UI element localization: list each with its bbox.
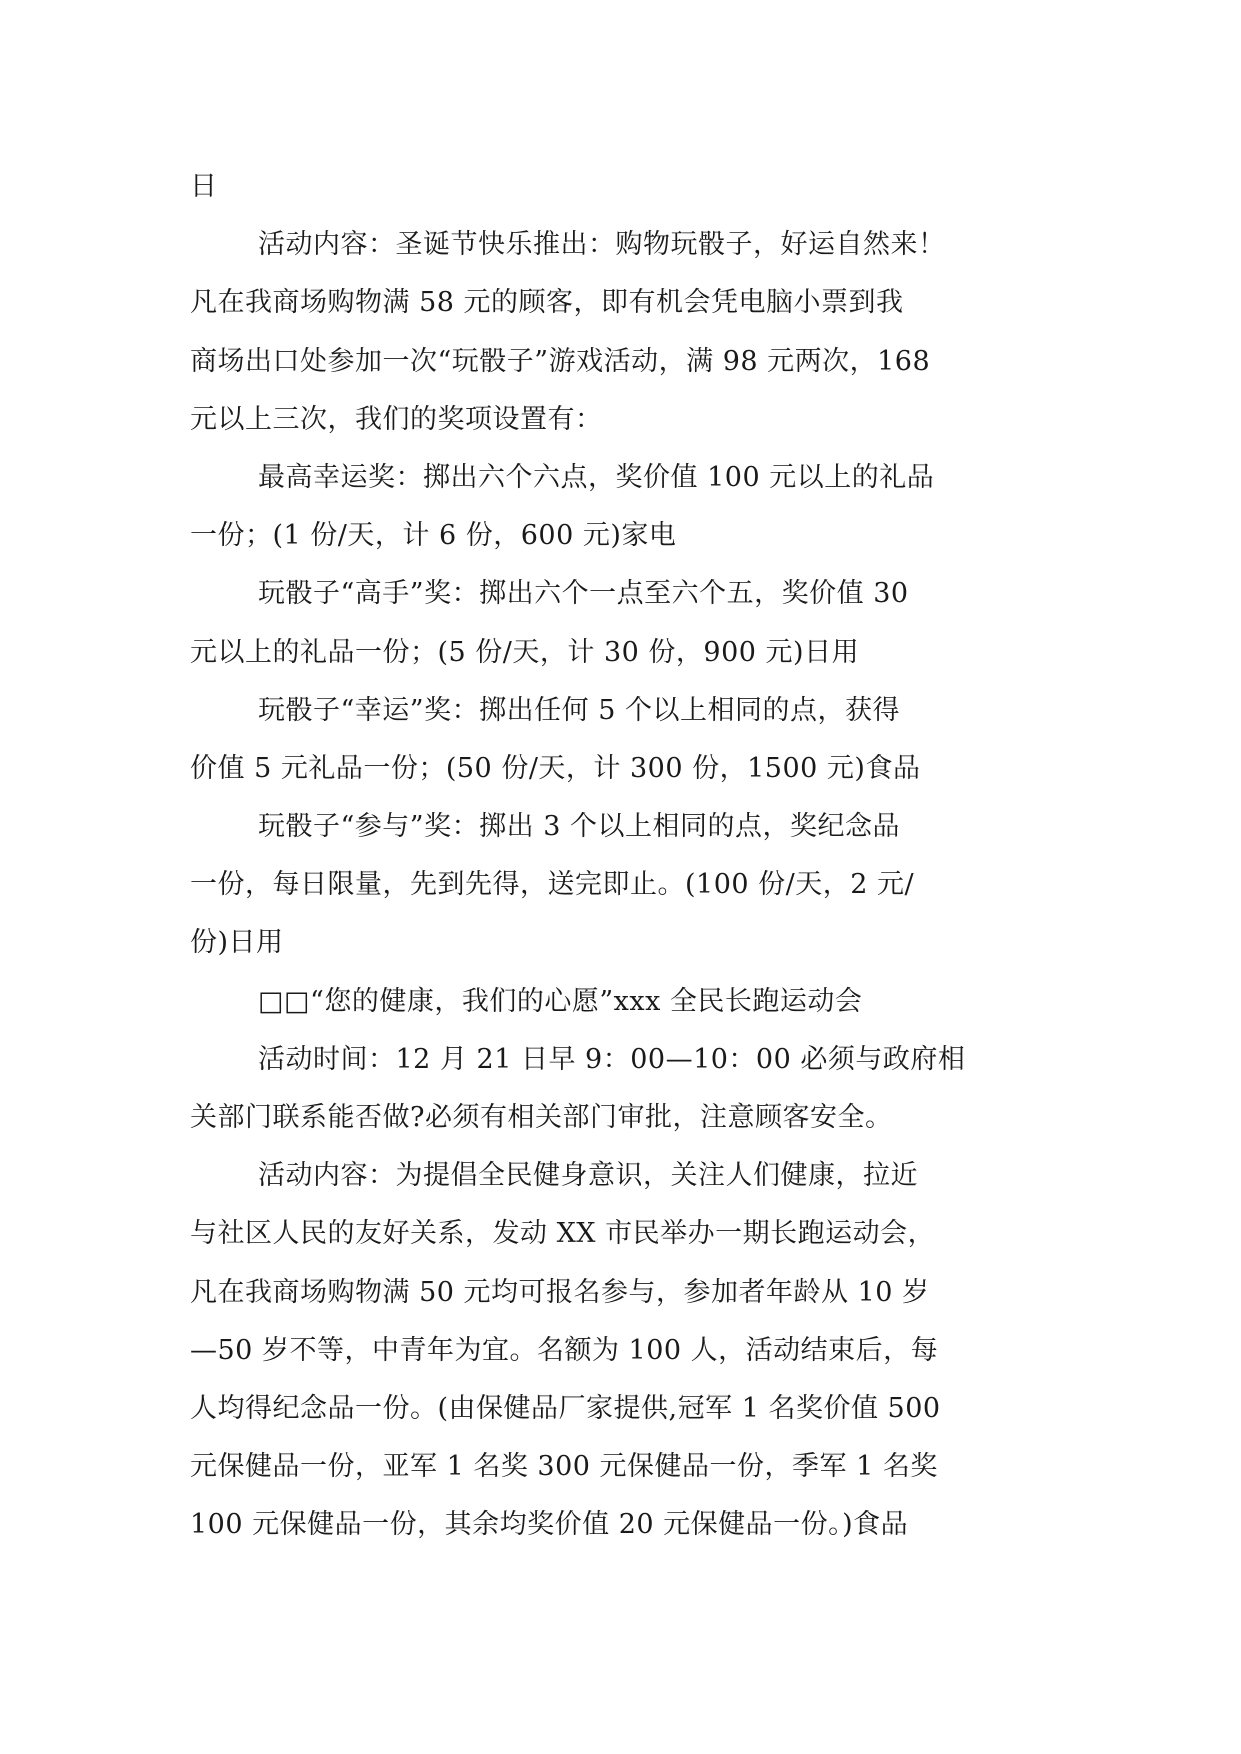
text-line: 日 bbox=[190, 171, 218, 202]
text-line: 凡在我商场购物满 50 元均可报名参与，参加者年龄从 10 岁 bbox=[190, 1276, 930, 1308]
text-line: 活动内容：圣诞节快乐推出：购物玩骰子，好运自然来！ bbox=[258, 229, 946, 261]
text-line: 元保健品一份，亚军 1 名奖 300 元保健品一份，季军 1 名奖 bbox=[190, 1451, 938, 1483]
text-line: 价值 5 元礼品一份；(50 份/天，计 300 份，1500 元)食品 bbox=[190, 752, 921, 784]
text-line: 活动时间：12 月 21 日早 9：00—10：00 必须与政府相 bbox=[258, 1043, 966, 1075]
text-line: —50 岁不等，中青年为宜。名额为 100 人，活动结束后，每 bbox=[190, 1334, 939, 1366]
text-line: 玩骰子“高手”奖：掷出六个一点至六个五，奖价值 30 bbox=[258, 578, 909, 610]
text-line: 关部门联系能否做?必须有相关部门审批，注意顾客安全。 bbox=[190, 1102, 893, 1133]
text-line: 玩骰子“幸运”奖：掷出任何 5 个以上相同的点，获得 bbox=[258, 694, 900, 726]
text-line: 100 元保健品一份，其余均奖价值 20 元保健品一份。)食品 bbox=[190, 1509, 909, 1541]
text-line: 一份，每日限量，先到先得，送完即止。(100 份/天，2 元/ bbox=[190, 869, 915, 901]
text-line: 一份；(1 份/天，计 6 份，600 元)家电 bbox=[190, 520, 677, 552]
text-line: 商场出口处参加一次“玩骰子”游戏活动，满 98 元两次，168 bbox=[190, 345, 931, 377]
text-line: 玩骰子“参与”奖：掷出 3 个以上相同的点，奖纪念品 bbox=[258, 811, 900, 843]
document-body bbox=[190, 158, 1050, 1555]
text-line: 凡在我商场购物满 58 元的顾客，即有机会凭电脑小票到我 bbox=[190, 287, 904, 319]
text-line: 元以上的礼品一份；(5 份/天，计 30 份，900 元)日用 bbox=[190, 636, 860, 668]
text-line: 活动内容：为提倡全民健身意识，关注人们健康，拉近 bbox=[258, 1160, 918, 1192]
section-heading: □□“您的健康，我们的心愿”xxx 全民长跑运动会 bbox=[258, 985, 863, 1017]
text-line: 份)日用 bbox=[190, 927, 284, 959]
text-line: 与社区人民的友好关系，发动 XX 市民举办一期长跑运动会， bbox=[190, 1218, 936, 1250]
text-line: 最高幸运奖：掷出六个六点，奖价值 100 元以上的礼品 bbox=[258, 461, 935, 493]
text-line: 人均得纪念品一份。(由保健品厂家提供,冠军 1 名奖价值 500 bbox=[190, 1392, 941, 1424]
text-line: 元以上三次，我们的奖项设置有： bbox=[190, 403, 603, 435]
